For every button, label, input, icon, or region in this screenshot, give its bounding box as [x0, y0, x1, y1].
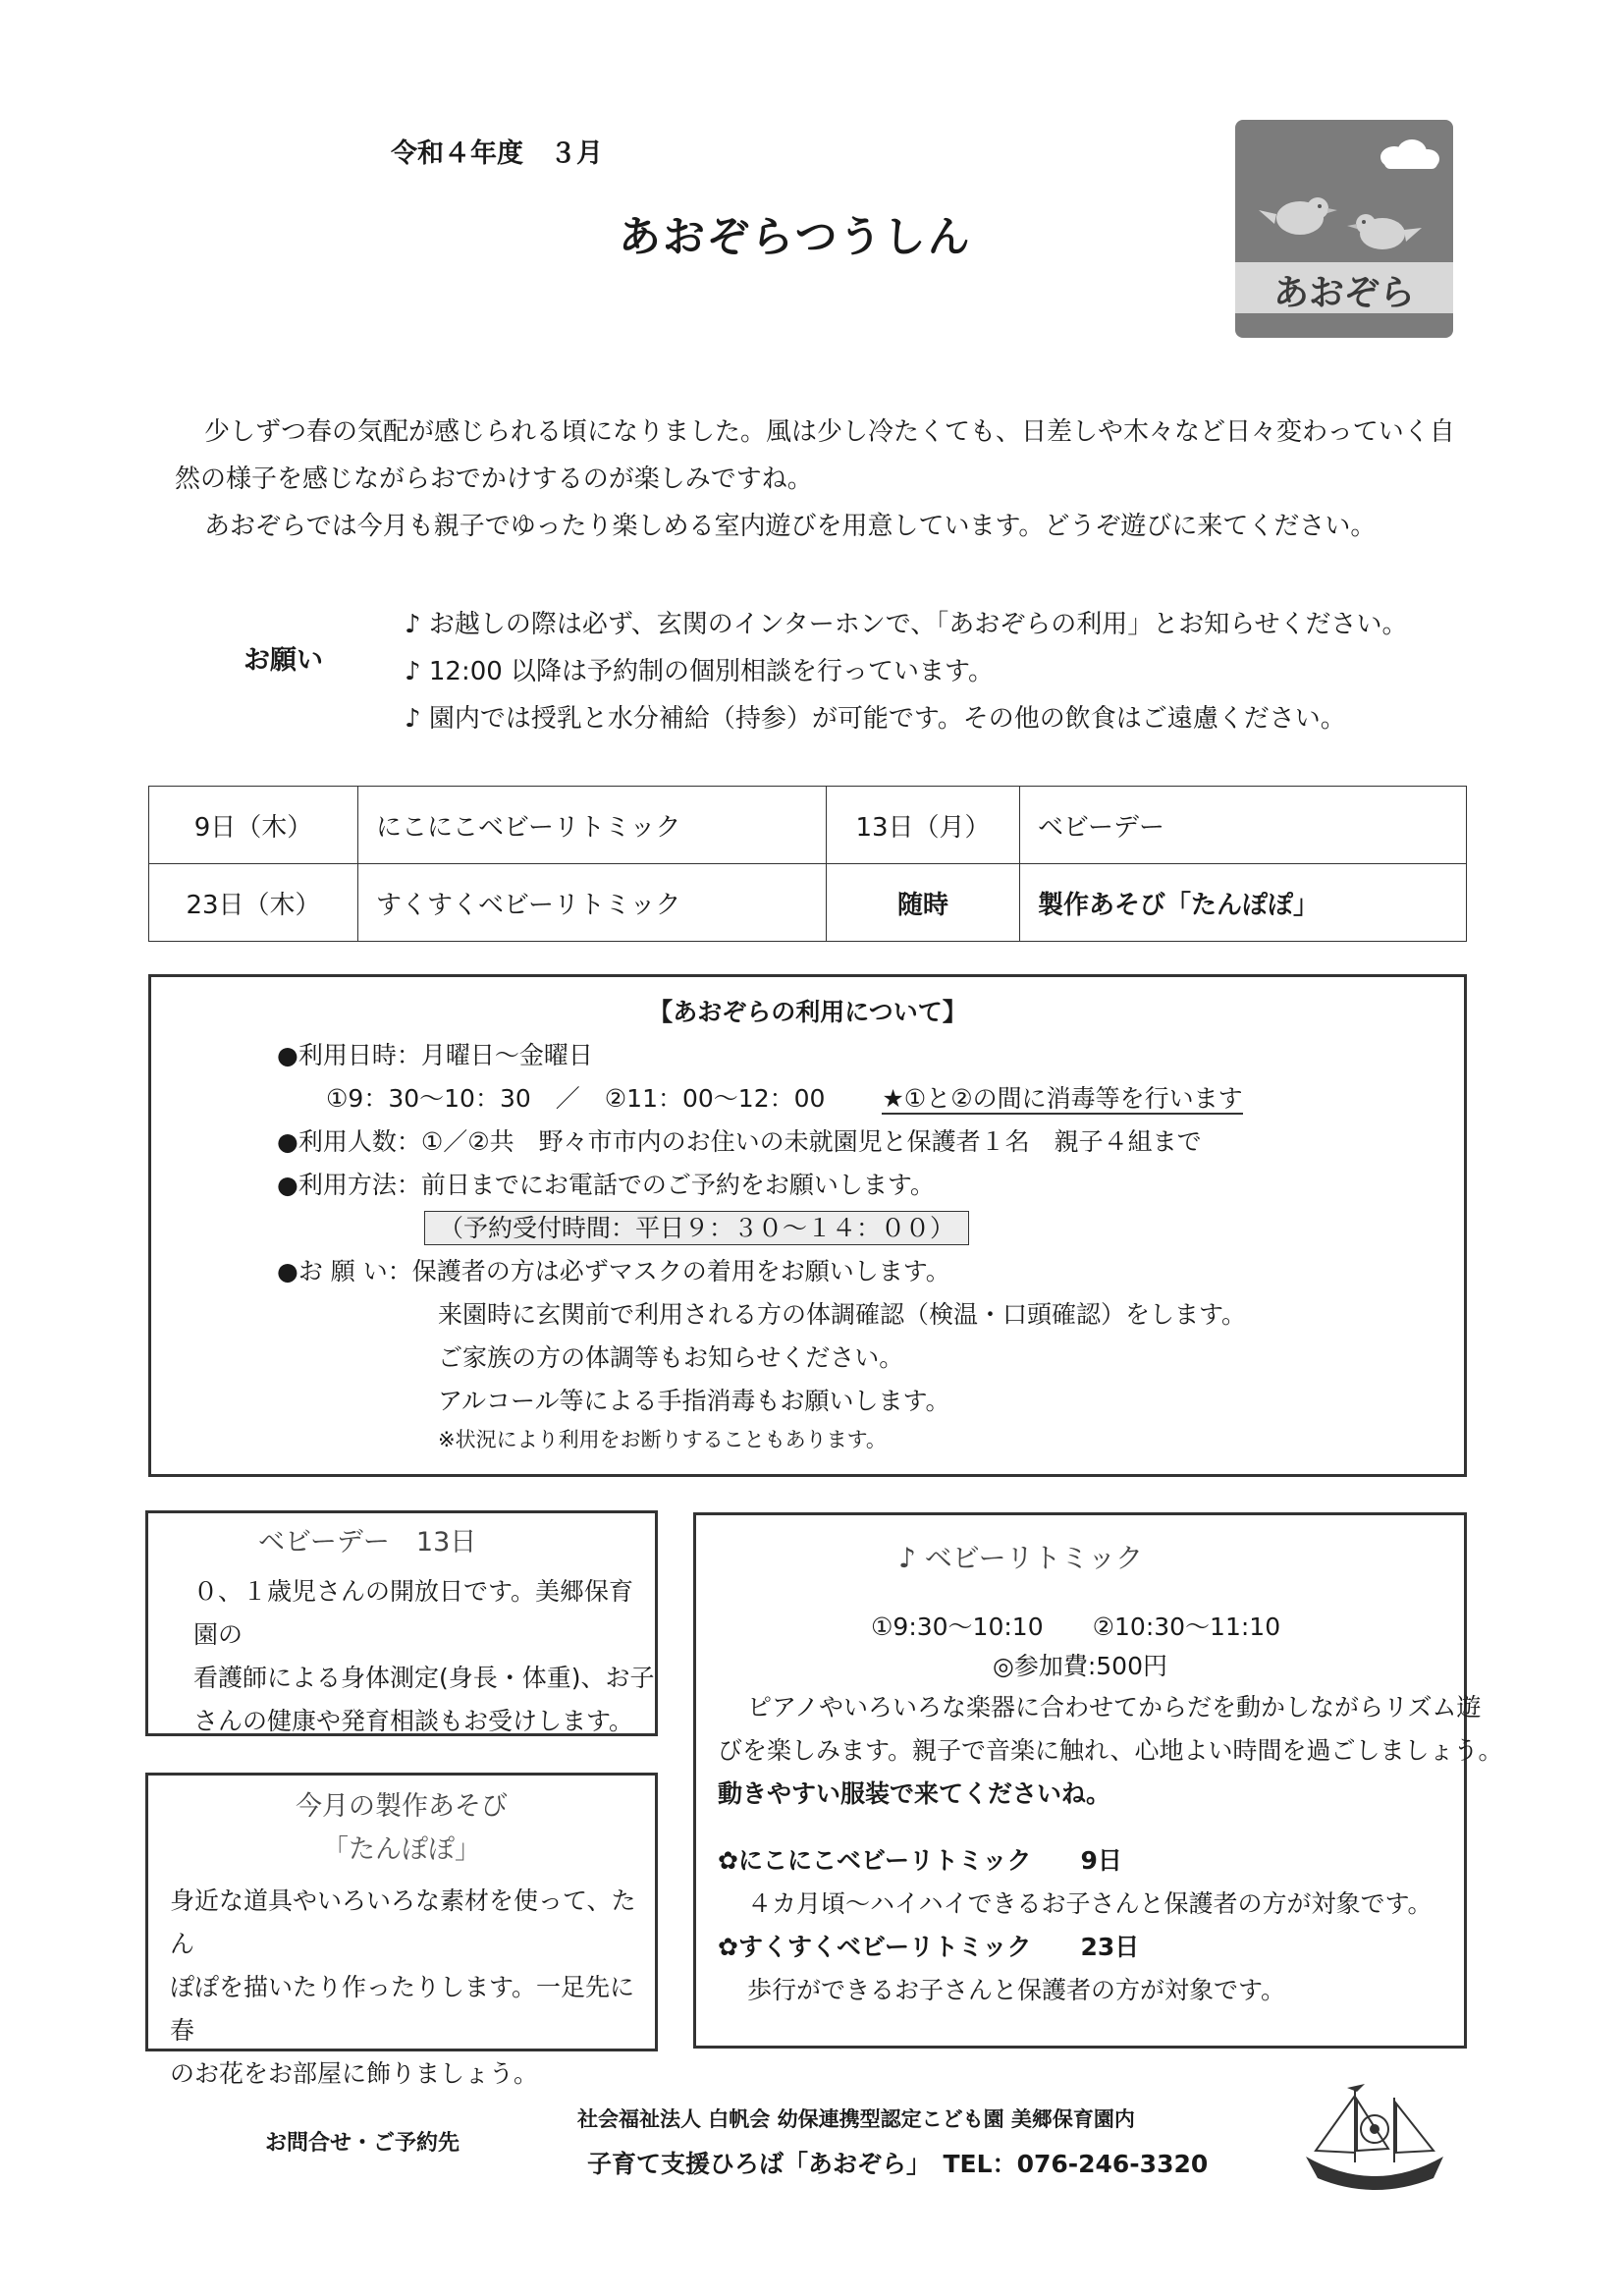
craft-line: 身近な道具やいろいろな素材を使って、たん — [170, 1886, 636, 1958]
facility-contact: 子育て支援ひろば「あおぞら」 TEL：076-246-3320 — [587, 2150, 1209, 2178]
usage-disinfect-note: ★①と②の間に消毒等を行います — [882, 1084, 1243, 1113]
usage-request-line: アルコール等による手指消毒もお願いします。 — [438, 1387, 950, 1415]
contact-label: お問合せ・ご予約先 — [265, 2131, 460, 2156]
usage-times-row — [277, 1077, 1435, 1121]
request-item: ♪ 12:00 以降は予約制の個別相談を行っています。 — [405, 657, 994, 686]
craft-title: 今月の製作あそび — [296, 1791, 508, 1822]
aozora-logo — [1235, 120, 1453, 338]
baby-day-line: さんの健康や発育相談もお受けします。 — [193, 1707, 634, 1735]
craft-line: のお花をお部屋に飾りましょう。 — [170, 2059, 539, 2088]
usage-request-line: 来園時に玄関前で利用される方の体調確認（検温・口頭確認）をします。 — [438, 1300, 1247, 1329]
request-item: ♪ 園内では授乳と水分補給（持参）が可能です。その他の飲食はご遠慮ください。 — [405, 704, 1346, 734]
usage-people: ●利用人数：①／②共 野々市市内のお住いの未就園児と保護者１名 親子４組まで — [277, 1127, 1202, 1156]
baby-day-line: 看護師による身体測定(身長・体重)、お子 — [193, 1664, 655, 1692]
intro-paragraph-1: 少しずつ春の気配が感じられる頃になりました。風は少し冷たくても、日差しや木々など日々変わっていく自然の様子を感じながらおでかけするのが楽しみですね。 — [175, 417, 1455, 494]
intro-paragraph-2: あおぞらでは今月も親子でゆったり楽しめる室内遊びを用意しています。どうぞ遊びに来てください。 — [204, 512, 1377, 541]
schedule-event: 製作あそび「たんぽぽ」 — [1020, 864, 1467, 942]
suku-rhythmic-title: ✿すくすくベビーリトミック 23日 — [718, 1933, 1140, 1961]
baby-day-title: ベビーデー 13日 — [258, 1527, 477, 1558]
newsletter-title: あおぞらつうしん — [619, 213, 972, 262]
rhythmic-fee: ◎参加費:500円 — [993, 1652, 1167, 1680]
suku-rhythmic-desc: 歩行ができるお子さんと保護者の方が対象です。 — [747, 1976, 1286, 2004]
rhythmic-desc-line: びを楽しみます。親子で音楽に触れ、心地よい時間を過ごしましょう。 — [718, 1736, 1503, 1765]
intro-text — [175, 409, 1461, 550]
schedule-date: 9日（木） — [149, 787, 358, 864]
craft-subtitle: 「たんぽぽ」 — [322, 1834, 481, 1865]
baby-rhythmic-box — [693, 1512, 1503, 2049]
schedule-date: 13日（月） — [827, 787, 1020, 864]
requests-label: お願い — [243, 645, 323, 676]
usage-request-label: ●お 願 い： — [277, 1257, 412, 1285]
table-row — [149, 864, 1467, 942]
usage-days: ●利用日時：月曜日～金曜日 — [277, 1041, 593, 1069]
usage-times: ①9：30～10：30 ／ ②11：00～12：00 — [326, 1084, 826, 1113]
rhythmic-times: ①9:30～10:10 ②10:30～11:10 — [871, 1613, 1281, 1641]
usage-title: 【あおぞらの利用について】 — [648, 998, 967, 1026]
request-item: ♪ お越しの際は必ず、玄関のインターホンで、「あおぞらの利用」とお知らせください。 — [405, 610, 1408, 639]
schedule-date: 随時 — [827, 864, 1020, 942]
rhythmic-emphasis: 動きやすい服装で来てくださいね。 — [718, 1779, 1111, 1808]
usage-method: ●利用方法：前日までにお電話でのご予約をお願いします。 — [277, 1171, 935, 1199]
usage-info-box — [148, 974, 1467, 1477]
usage-request-line: ご家族の方の体調等もお知らせください。 — [438, 1343, 904, 1372]
craft-line: ぽぽを描いたり作ったりします。一足先に春 — [170, 1973, 635, 2045]
schedule-event: にこにこベビーリトミック — [358, 787, 827, 864]
schedule-event: すくすくベビーリトミック — [358, 864, 827, 942]
niko-rhythmic-title: ✿にこにこベビーリトミック 9日 — [718, 1846, 1122, 1875]
reception-hours: （予約受付時間：平日９：３０～１４：００） — [424, 1211, 969, 1245]
craft-box — [145, 1773, 658, 2088]
schedule-event: ベビーデー — [1020, 787, 1467, 864]
rhythmic-title: ♪ ベビーリトミック — [898, 1542, 1144, 1574]
table-row — [149, 787, 1467, 864]
schedule-table — [148, 786, 1467, 942]
usage-note: ※状況により利用をお断りすることもあります。 — [438, 1428, 887, 1451]
baby-day-line: ０、１歳児さんの開放日です。美郷保育園の — [193, 1577, 634, 1649]
baby-day-box — [145, 1510, 658, 1736]
organization-name: 社会福祉法人 白帆会 幼保連携型認定こども園 美郷保育園内 — [577, 2107, 1135, 2131]
rhythmic-desc-line: ピアノやいろいろな楽器に合わせてからだを動かしながらリズム遊 — [747, 1693, 1482, 1722]
requests-list — [405, 601, 1485, 742]
schedule-date: 23日（木） — [149, 864, 358, 942]
niko-rhythmic-desc: ４カ月頃～ハイハイできるお子さんと保護者の方が対象です。 — [747, 1889, 1433, 1918]
fiscal-year-month: 令和４年度 ３月 — [391, 138, 603, 169]
usage-request-line: 保護者の方は必ずマスクの着用をお願いします。 — [411, 1257, 950, 1285]
ship-icon — [1286, 2080, 1463, 2202]
logo-text: あおぞら — [1272, 273, 1415, 313]
